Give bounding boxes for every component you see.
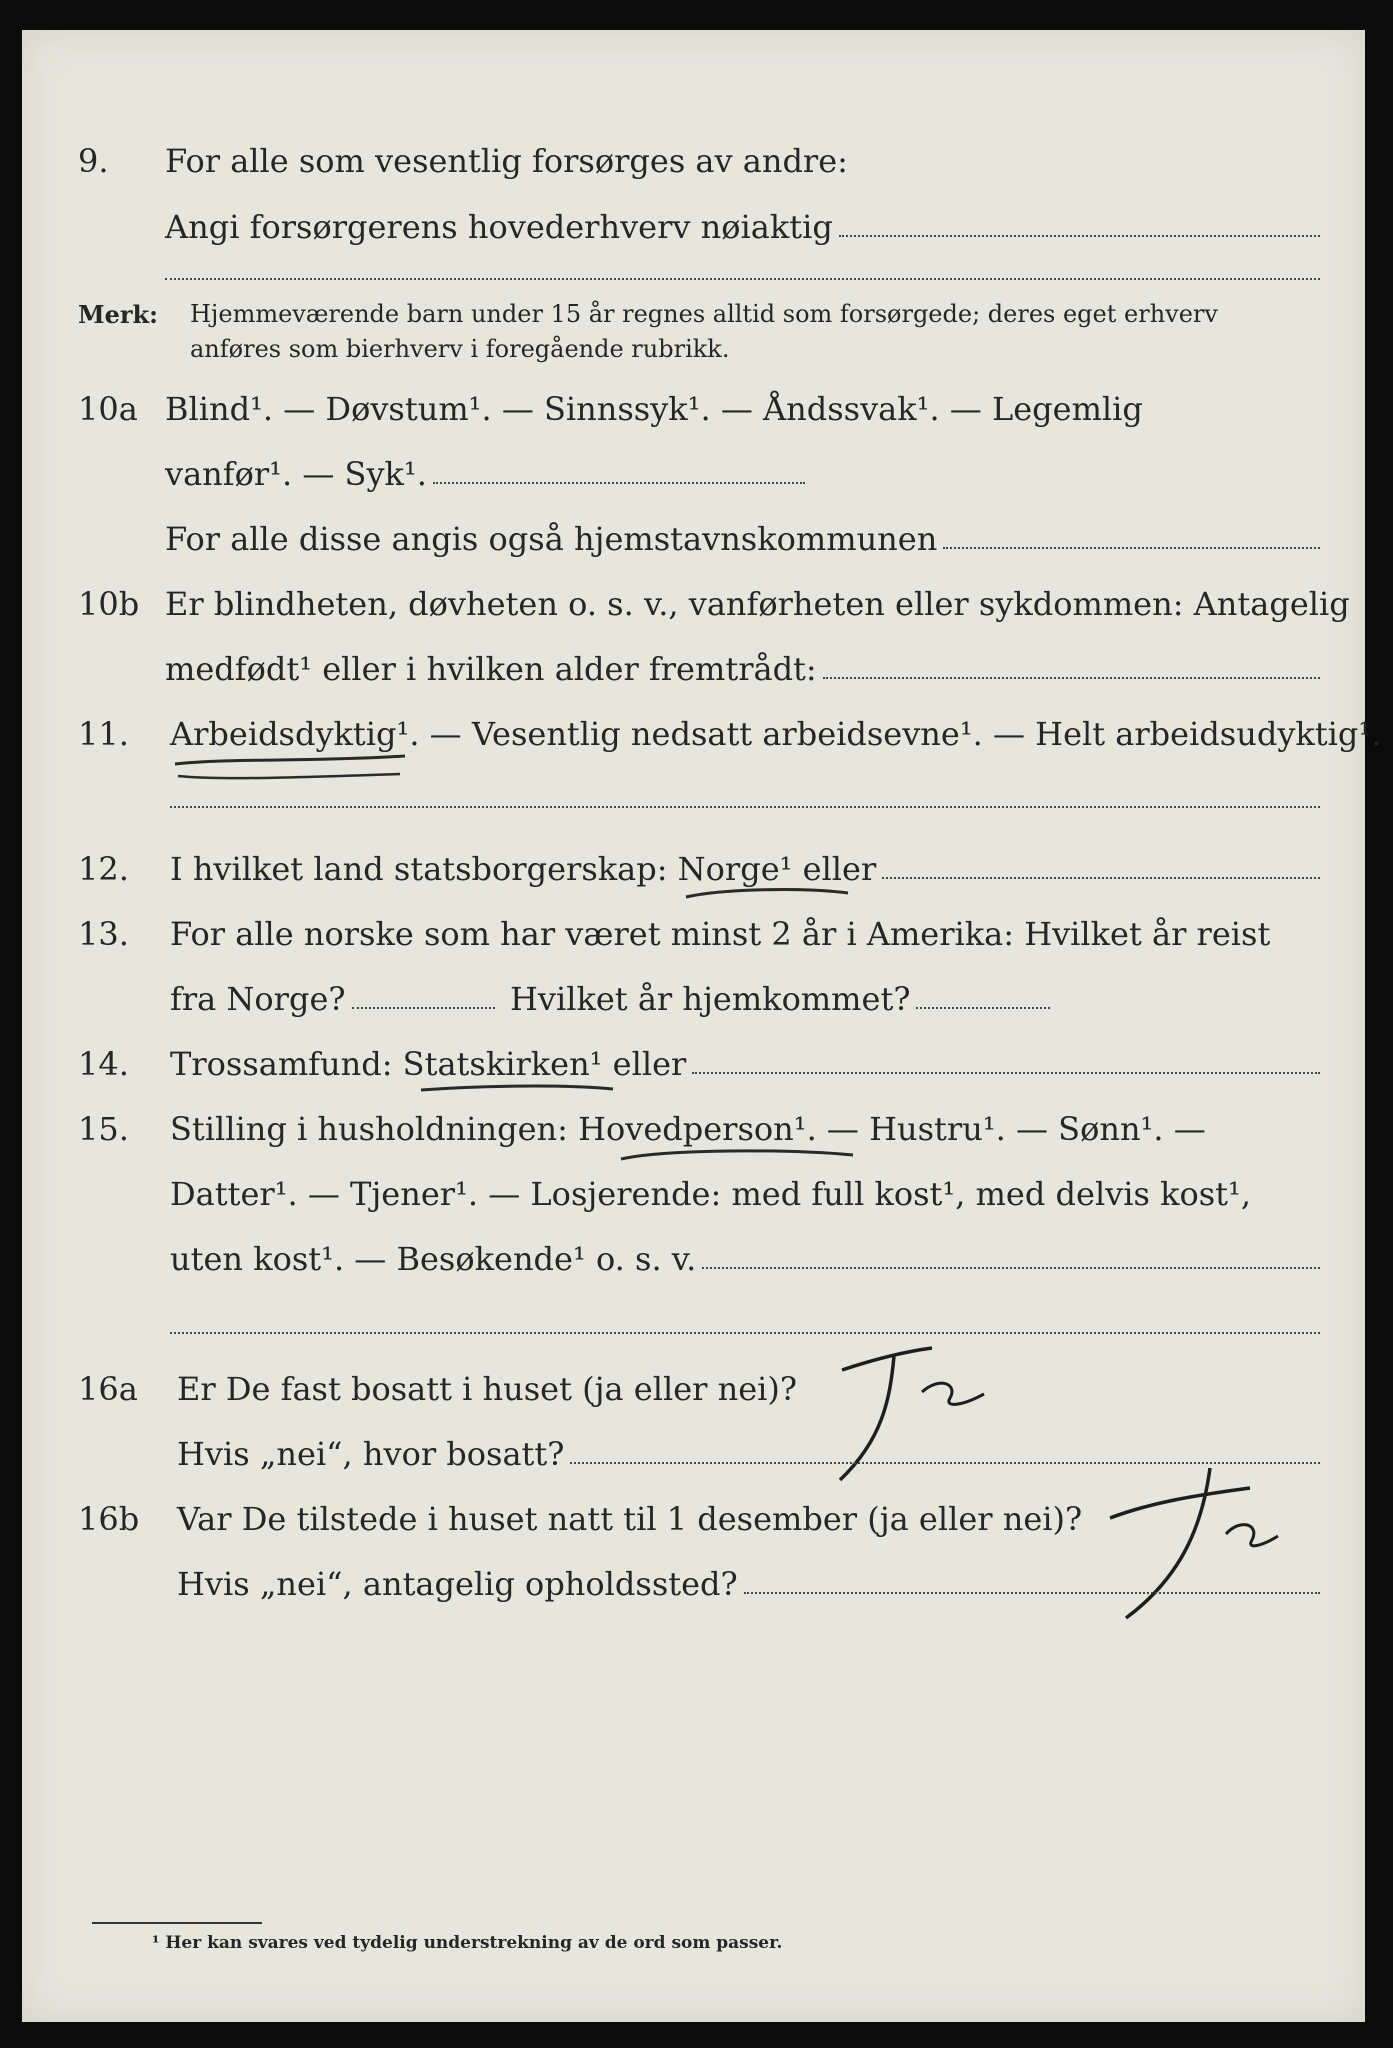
- census-form-page: [22, 30, 1382, 2022]
- answer-line[interactable]: [943, 547, 1320, 549]
- item-number-11: 11.: [78, 715, 129, 753]
- item-number-10a: 10a: [78, 390, 138, 428]
- item-10a-line3: For alle disse angis også hjemstavnskommunen: [165, 520, 938, 558]
- item-10b-line2: medfødt¹ eller i hvilken alder fremtrådt:: [165, 650, 817, 688]
- handwritten-underline: [682, 885, 852, 909]
- answer-line[interactable]: [692, 1072, 1320, 1074]
- item-number-10b: 10b: [78, 585, 140, 623]
- answer-line[interactable]: [823, 677, 1320, 679]
- item-13-line2a-row: [170, 980, 495, 1018]
- item-9-line2-row: [165, 208, 1320, 246]
- item-15-line1: Stilling i husholdningen: Hovedperson¹. — Hustru¹. — Sønn¹. —: [170, 1110, 1206, 1148]
- item-12-line1: I hvilket land statsborgerskap: Norge¹ eller: [170, 850, 877, 888]
- item-14-line1: Trossamfund: Statskirken¹ eller: [170, 1045, 687, 1083]
- item-13-line2b: Hvilket år hjemkommet?: [510, 980, 911, 1018]
- answer-line[interactable]: [352, 1007, 495, 1009]
- item-13-line2b-row: [510, 980, 1050, 1018]
- merk-line1: Hjemmeværende barn under 15 år regnes alltid som forsørgede; deres eget erhverv: [190, 300, 1218, 328]
- item-12-row: [170, 850, 1320, 888]
- answer-line[interactable]: [170, 806, 1320, 808]
- item-16b-line2: Hvis „nei“, antagelig opholdssted?: [177, 1565, 738, 1603]
- item-14-row: [170, 1045, 1320, 1083]
- answer-line[interactable]: [882, 877, 1320, 879]
- answer-line[interactable]: [916, 1007, 1050, 1009]
- item-number-16a: 16a: [78, 1370, 138, 1408]
- handwritten-strikethrough: [170, 748, 410, 788]
- footnote: ¹ Her kan svares ved tydelig understrekning av de ord som passer.: [152, 1933, 783, 1953]
- item-number-14: 14.: [78, 1045, 129, 1083]
- answer-line[interactable]: [170, 1332, 1320, 1334]
- item-11-line1: Arbeidsdyktig¹. — Vesentlig nedsatt arbeidsevne¹. — Helt arbeidsudyktig¹.: [170, 715, 1382, 753]
- item-10a-line1: Blind¹. — Døvstum¹. — Sinnssyk¹. — Åndssvak¹. — Legemlig: [165, 390, 1143, 428]
- item-13-line2a: fra Norge?: [170, 980, 346, 1018]
- item-10a-line3-row: [165, 520, 1320, 558]
- item-number-15: 15.: [78, 1110, 129, 1148]
- item-9-line2: Angi forsørgerens hovederhverv nøiaktig: [165, 208, 833, 246]
- item-number-13: 13.: [78, 915, 129, 953]
- item-16a-line1: Er De fast bosatt i huset (ja eller nei)?: [177, 1370, 798, 1408]
- item-15-line2: Datter¹. — Tjener¹. — Losjerende: med full kost¹, med delvis kost¹,: [170, 1175, 1252, 1213]
- answer-line[interactable]: [165, 278, 1320, 280]
- item-number-16b: 16b: [78, 1500, 140, 1538]
- merk-line2: anføres som bierhverv i foregående rubrikk.: [190, 335, 730, 363]
- item-10a-line2: vanfør¹. — Syk¹.: [165, 455, 427, 493]
- merk-label: Merk:: [78, 300, 158, 329]
- item-10b-line2-row: [165, 650, 1320, 688]
- footnote-rule: [92, 1922, 262, 1924]
- item-10a-line2-row: [165, 455, 805, 493]
- item-number-9: 9.: [78, 142, 109, 180]
- handwritten-underline: [417, 1080, 617, 1104]
- item-15-line3: uten kost¹. — Besøkende¹ o. s. v.: [170, 1240, 697, 1278]
- answer-line[interactable]: [433, 482, 805, 484]
- item-10b-line1: Er blindheten, døvheten o. s. v., vanførheten eller sykdommen: Antagelig: [165, 585, 1350, 623]
- item-9-line1: For alle som vesentlig forsørges av andre:: [165, 142, 848, 180]
- handwritten-underline: [617, 1145, 857, 1171]
- item-15-line3-row: [170, 1240, 1320, 1278]
- answer-line[interactable]: [744, 1592, 1320, 1594]
- item-16a-line2: Hvis „nei“, hvor bosatt?: [177, 1435, 565, 1473]
- item-16b-line2-row: [177, 1565, 1320, 1603]
- item-number-12: 12.: [78, 850, 129, 888]
- answer-line[interactable]: [839, 235, 1320, 237]
- answer-line[interactable]: [702, 1267, 1320, 1269]
- item-16b-line1: Var De tilstede i huset natt til 1 desember (ja eller nei)?: [177, 1500, 1083, 1538]
- item-13-line1: For alle norske som har været minst 2 år i Amerika: Hvilket år reist: [170, 915, 1271, 953]
